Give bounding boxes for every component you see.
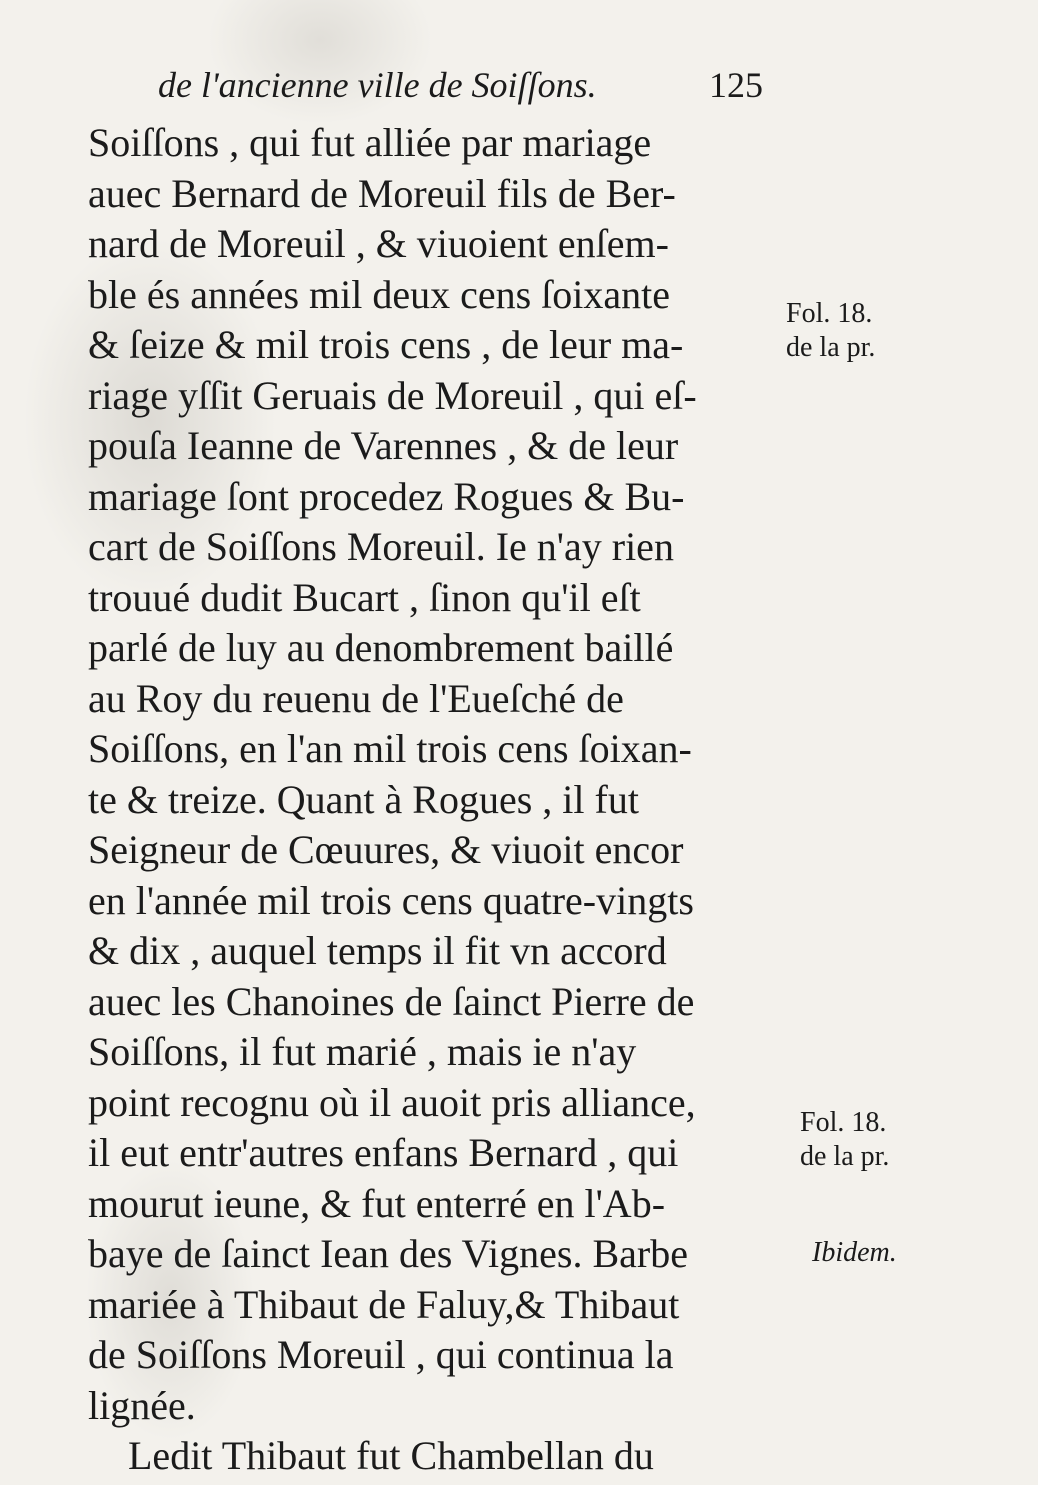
text-line: Soiſſons, en l'an mil trois cens ſoixan- [88,726,692,771]
text-line: baye de ſainct Iean des Vignes. Barbe [88,1231,688,1276]
margin-note-ibidem: Ibidem. [812,1237,897,1268]
running-title: de l'ancienne ville de Soiſſons. [158,65,597,105]
margin-note-folio: Fol. 18. [800,1107,887,1138]
text-line: il eut entr'autres enfans Bernard , qui [88,1130,679,1175]
margin-note [800,1106,889,1174]
text-line: & ſeize & mil trois cens , de leur ma- [88,322,684,367]
text-line: & dix , auquel temps il fit vn accord [88,928,667,973]
text-line: Seigneur de Cœuures, & viuoit encor [88,827,684,872]
text-line: te & treize. Quant à Rogues , il fut [88,776,639,822]
text-line: en l'année mil trois cens quatre-vingts [88,877,694,923]
text-line: Soiſſons , qui fut alliée par mariage [88,120,652,165]
text-line: riage yſſit Geruais de Moreuil , qui eſ- [88,372,697,418]
text-line: Soiſſons, il fut marié , mais ie n'ay [88,1029,637,1074]
text-line: parlé de luy au denombrement baillé [88,625,674,670]
text-line: de Soiſſons Moreuil , qui continua la [88,1332,674,1377]
margin-note [812,1236,897,1270]
text-line: mariée à Thibaut de Faluy,& Thibaut [88,1281,680,1327]
margin-note-reference: de la pr. [786,332,876,363]
paragraph-start-line: Ledit Thibaut fut Chambellan du [128,1433,654,1478]
text-line: trouué dudit Bucart , ſinon qu'il eſt [88,574,641,620]
text-line: ble és années mil deux cens ſoixante [88,271,671,317]
running-header [158,62,763,108]
text-line: cart de Soiſſons Moreuil. Ie n'ay rien [88,524,674,569]
text-line: auec Bernard de Moreuil fils de Ber- [88,170,676,216]
margin-note-reference: de la pr. [800,1141,890,1172]
text-line: mariage ſont procedez Rogues & Bu- [88,473,685,519]
text-line: nard de Moreuil , & viuoient enſem- [88,221,669,266]
text-line: pouſa Ieanne de Varennes , & de leur [88,423,679,468]
text-line: mourut ieune, & fut enterré en l'Ab- [88,1180,666,1226]
body-text [88,118,778,1482]
margin-note-folio: Fol. 18. [786,298,873,329]
text-line: au Roy du reuenu de l'Eueſché de [88,675,624,721]
text-line: point recognu où il auoit pris alliance, [88,1079,696,1125]
margin-note [786,297,875,365]
page-number: 125 [709,65,763,105]
text-line: auec les Chanoines de ſainct Pierre de [88,978,695,1024]
text-line: lignée. [88,1382,196,1428]
